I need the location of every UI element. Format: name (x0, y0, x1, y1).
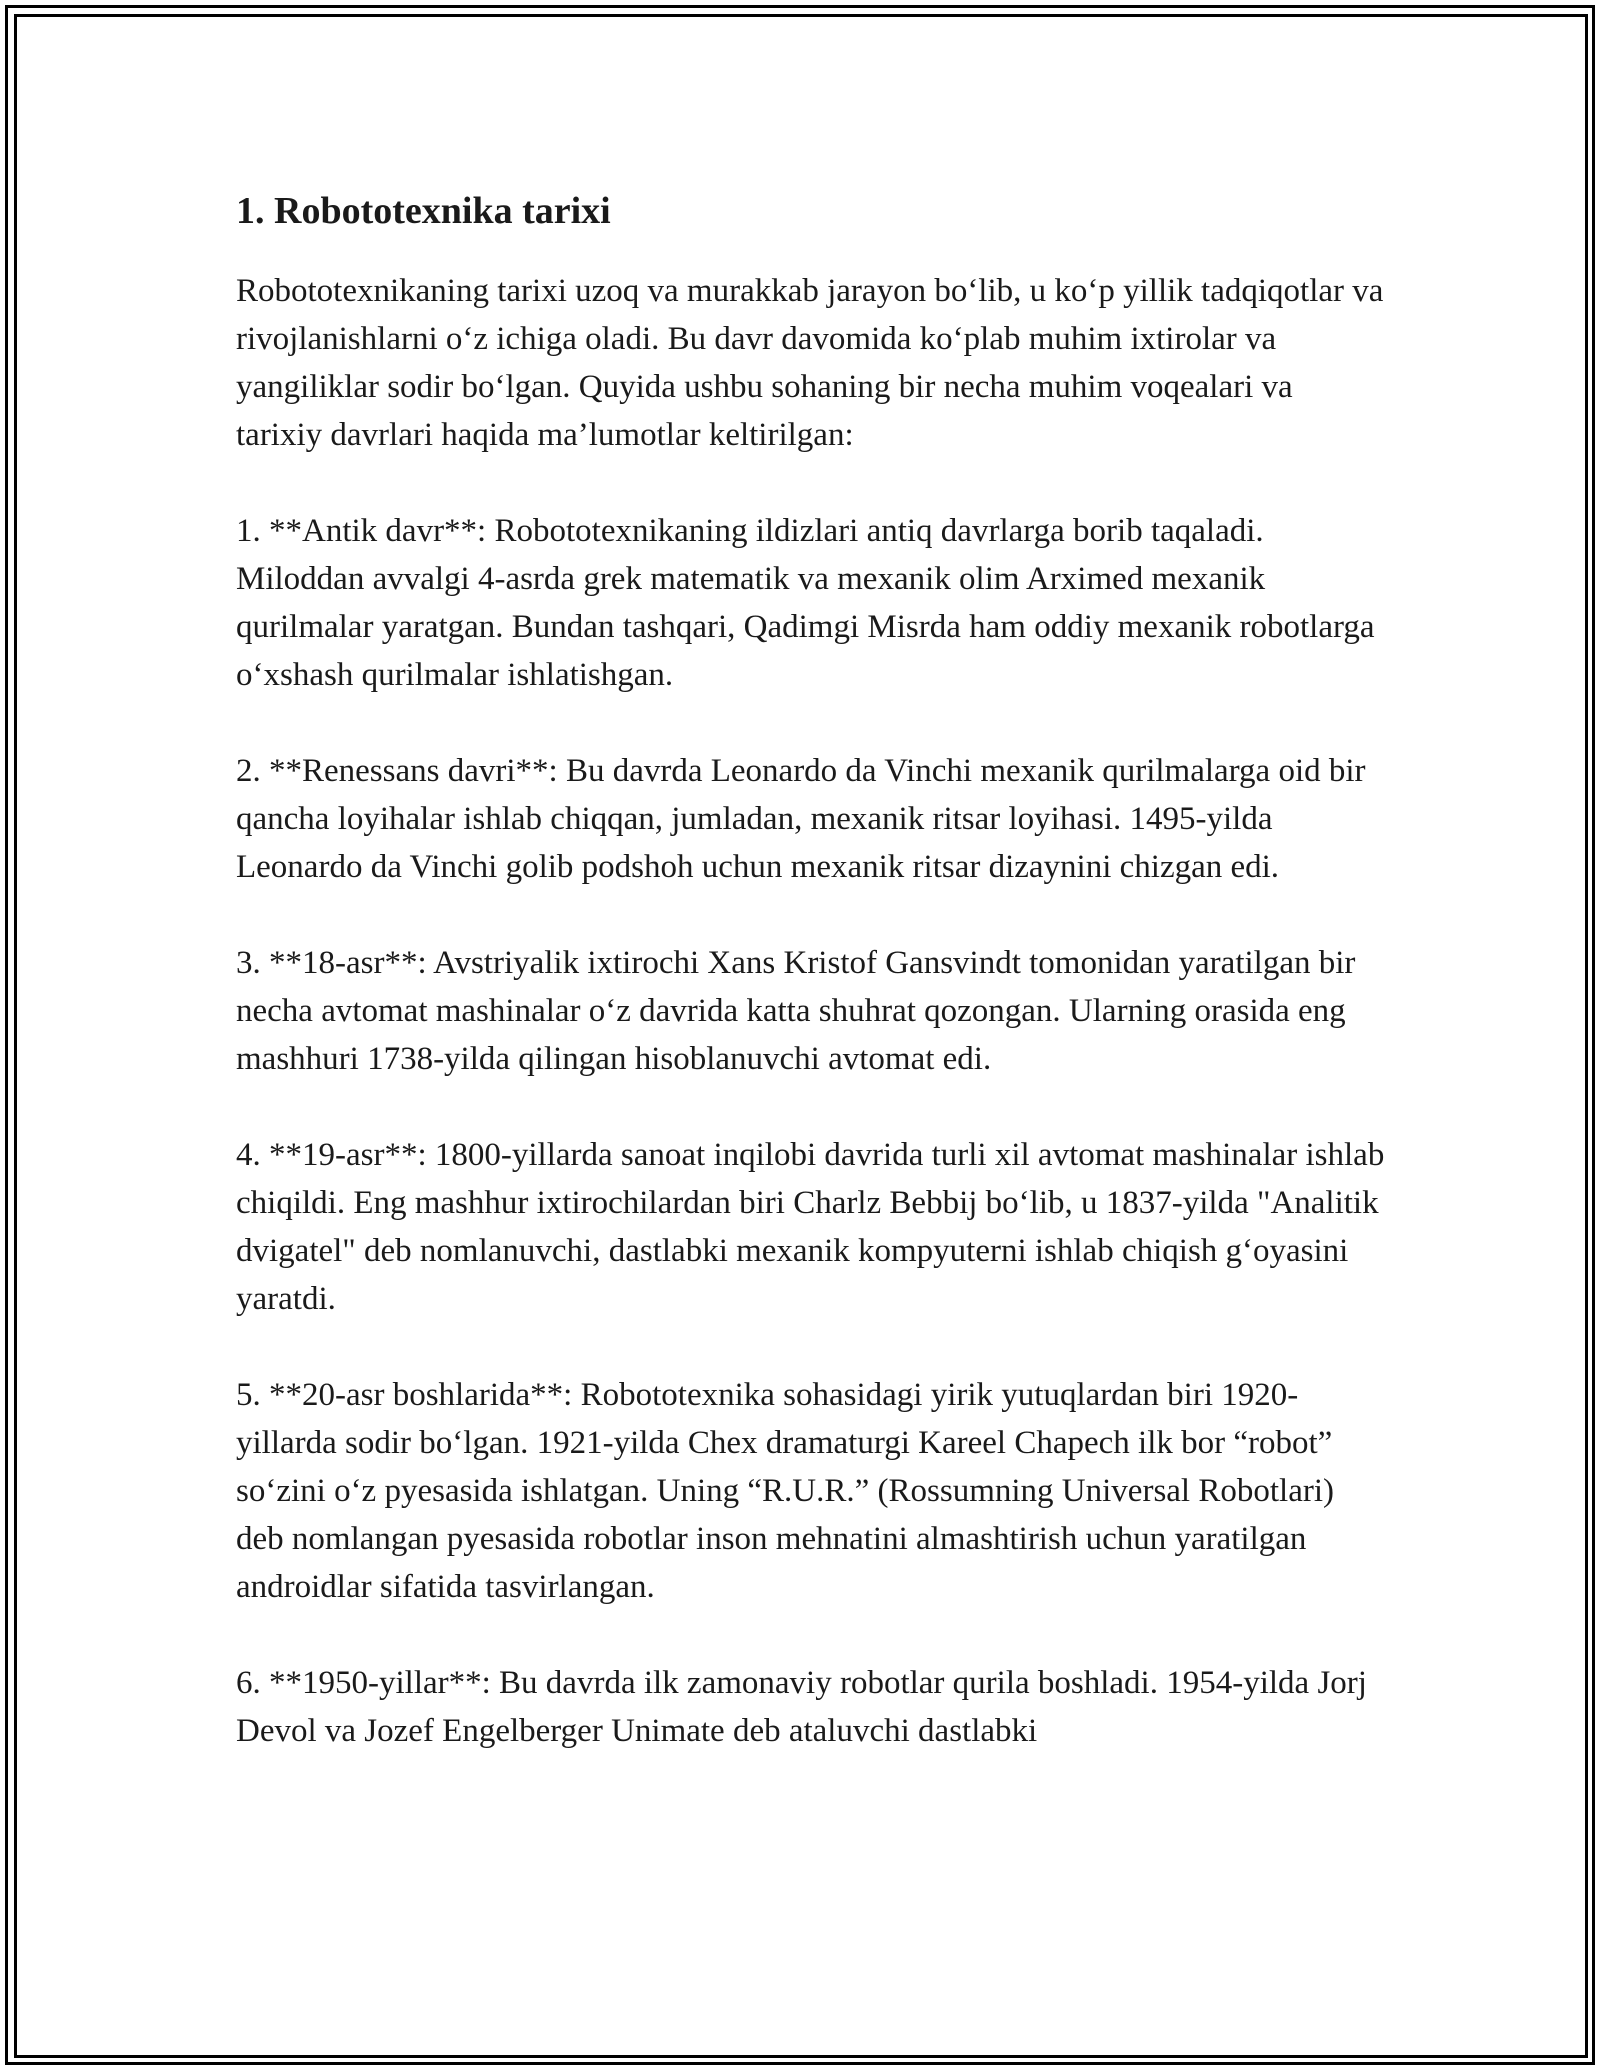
list-item-antik-davr: 1. **Antik davr**: Robototexnikaning ildizlari antiq davrlarga borib taqaladi. Miloddan avvalgi 4-asrda grek matematik va mexanik olim Arximed mexanik qurilmalar yaratgan. Bundan tashqari, Qadimgi Misrda ham oddiy mexanik robotlarga o‘xshash qurilmalar ishlatishgan. (236, 513, 1375, 693)
list-item-18-asr: 3. **18-asr**: Avstriyalik ixtirochi Xans Kristof Gansvindt tomonidan yaratilgan bir necha avtomat mashinalar o‘z davrida katta shuhrat qozongan. Ularning orasida eng mashhuri 1738-yilda qilingan hisoblanuvchi avtomat edi. (236, 945, 1356, 1077)
list-item-1950-yillar: 6. **1950-yillar**: Bu davrda ilk zamonaviy robotlar qurila boshladi. 1954-yilda Jorj Devol va Jozef Engelberger Unimate deb ataluvchi dastlabki (236, 1665, 1367, 1749)
list-item-19-asr: 4. **19-asr**: 1800-yillarda sanoat inqilobi davrida turli xil avtomat mashinalar ishlab chiqildi. Eng mashhur ixtirochilardan biri Charlz Bebbij bo‘lib, u 1837-yilda "Analitik dvigatel" deb nomlanuvchi, dastlabki mexanik kompyuterni ishlab chiqish g‘oyasini yaratdi. (236, 1137, 1385, 1317)
list-item-renessans-davri: 2. **Renessans davri**: Bu davrda Leonardo da Vinchi mexanik qurilmalarga oid bir qancha loyihalar ishlab chiqqan, jumladan, mexanik ritsar loyihasi. 1495-yilda Leonardo da Vinchi golib podshoh uchun mexanik ritsar dizaynini chizgan edi. (236, 753, 1366, 885)
document-body (236, 180, 1386, 1755)
list-item-20-asr: 5. **20-asr boshlarida**: Robototexnika sohasidagi yirik yutuqlardan biri 1920-yillarda sodir bo‘lgan. 1921-yilda Chex dramaturgi Kareel Chapech ilk bor “robot” so‘zini o‘z pyesasida ishlatgan. Uning “R.U.R.” (Rossumning Universal Robotlari) deb nomlangan pyesasida robotlar inson mehnatini almashtirish uchun yaratilgan androidlar sifatida tasvirlangan. (236, 1377, 1334, 1605)
section-heading: 1. Robototexnika tarixi (236, 190, 611, 232)
intro-paragraph: Robototexnikaning tarixi uzoq va murakkab jarayon bo‘lib, u ko‘p yillik tadqiqotlar va rivojlanishlarni o‘z ichiga oladi. Bu davr davomida ko‘plab muhim ixtirolar va yangiliklar sodir bo‘lgan. Quyida ushbu sohaning bir necha muhim voqealari va tarixiy davrlari haqida ma’lumotlar keltirilgan: (236, 273, 1384, 453)
